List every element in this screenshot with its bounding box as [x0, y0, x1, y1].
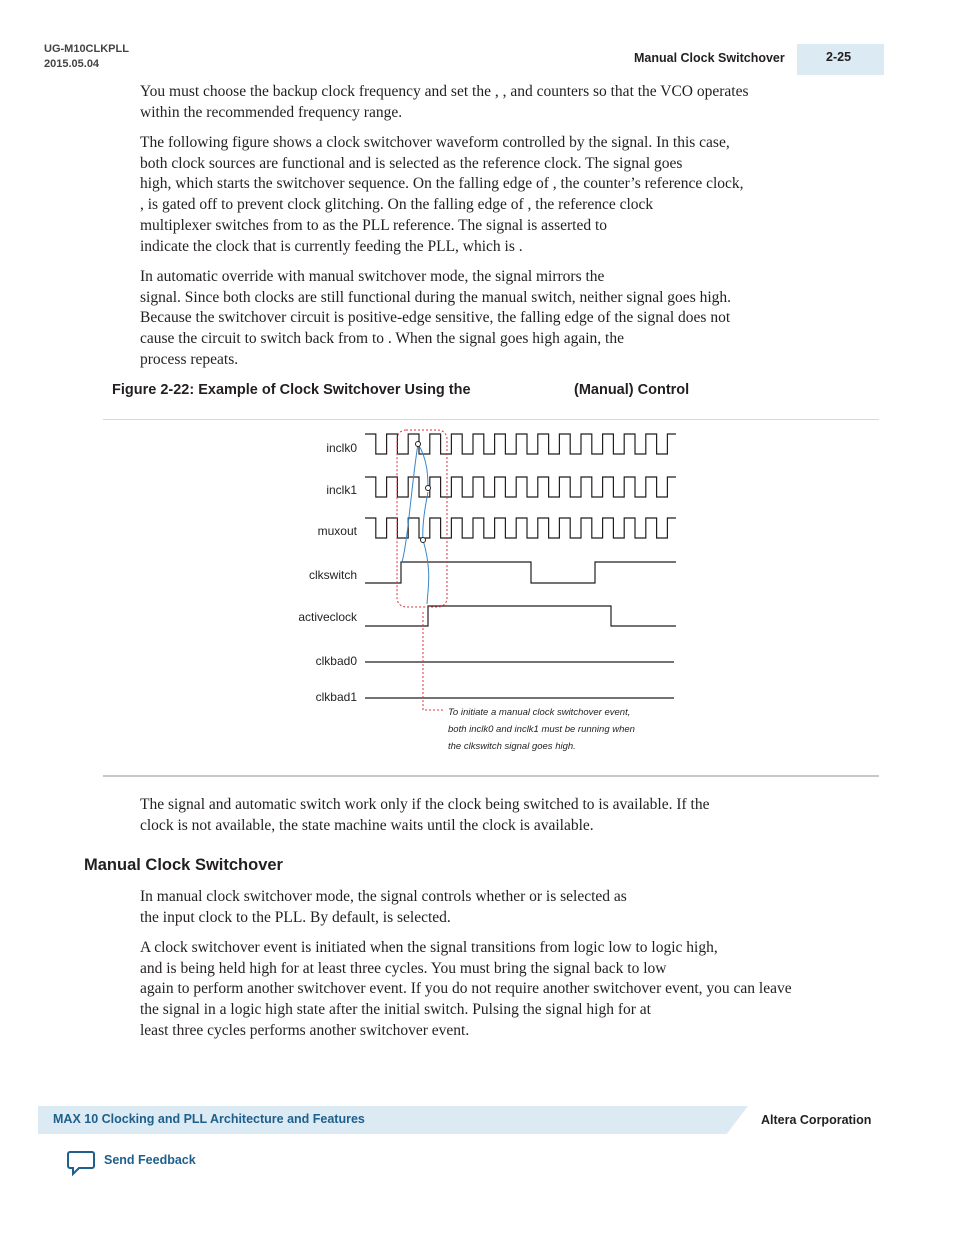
text-line: The signal and automatic switch work only if the clock being switched to is available. If the [140, 796, 710, 813]
paragraph-switch-availability [140, 795, 870, 836]
text-line: cause the circuit to switch back from to . When the signal goes high again, the [140, 330, 624, 348]
edge-marker-inclk1 [426, 486, 431, 491]
text-line: In manual clock switchover mode, the signal controls whether or is selected as [140, 888, 627, 905]
text-line: within the recommended frequency range. [140, 103, 403, 121]
footer-company-name: Altera Corporation [761, 1113, 872, 1127]
text-line: , is gated off to prevent clock glitching. On the falling edge of , the reference clock [140, 196, 654, 214]
paragraph-automatic-override [140, 267, 870, 371]
edge-marker-inclk0 [416, 442, 421, 447]
text-line: clock is not available, the state machine waits until the clock is available. [140, 816, 594, 834]
text-line: least three cycles performs another switchover event. [140, 1021, 470, 1039]
note-leader-line [423, 612, 443, 710]
text-line: again to perform another switchover event. If you do not require another switchover event, you can leave [140, 980, 792, 998]
text-line: A clock switchover event is initiated when the signal transitions from logic low to logic high, [140, 939, 718, 956]
text-line: and is being held high for at least three cycles. You must bring the signal back to low [140, 959, 667, 977]
muxout-trace [365, 518, 676, 538]
section-heading: Manual Clock Switchover [84, 856, 283, 874]
text-line: the input clock to the PLL. By default, is selected. [140, 908, 451, 926]
signal-label-clkbad0: clkbad0 [315, 654, 357, 668]
edge-marker-muxout [421, 538, 426, 543]
signal-label-inclk0: inclk0 [326, 441, 357, 455]
document-id-block [44, 42, 129, 72]
figure-note-line: To initiate a manual clock switchover event, [448, 707, 631, 718]
paragraph-switchover-event [140, 938, 870, 1042]
paragraph-waveform-description [140, 133, 870, 257]
text-line: signal. Since both clocks are still functional during the manual switch, neither signal goes high. [140, 288, 732, 306]
figure-bottom-divider [103, 775, 879, 777]
edge-arrow-muxout [423, 492, 428, 540]
paragraph-backup-frequency [140, 82, 870, 123]
edge-arrow-clkswitch [402, 444, 418, 562]
text-line: You must choose the backup clock frequency and set the , , and counters so that the VCO operates [140, 83, 749, 100]
header-section-title: Manual Clock Switchover [634, 51, 785, 65]
paragraph-manual-mode [140, 887, 870, 928]
text-line: high, which starts the switchover sequence. On the falling edge of , the counter’s reference clock, [140, 175, 744, 193]
text-line: the signal in a logic high state after the initial switch. Pulsing the signal high for at [140, 1001, 651, 1019]
inclk0-trace [365, 434, 676, 454]
activeclock-trace [365, 606, 676, 626]
signal-label-inclk1: inclk1 [326, 483, 357, 497]
feedback-speech-bubble-icon[interactable] [66, 1150, 96, 1177]
signal-label-activeclock: activeclock [298, 610, 357, 624]
clock-switchover-waveform [290, 420, 690, 760]
signal-label-muxout: muxout [317, 524, 357, 538]
text-line: multiplexer switches from to as the PLL reference. The signal is asserted to [140, 216, 608, 234]
figure-caption-prefix: Figure 2-22: Example of Clock Switchover Using the [112, 382, 471, 398]
text-line: both clock sources are functional and is selected as the reference clock. The signal goes [140, 154, 683, 172]
signal-label-clkswitch: clkswitch [308, 568, 357, 582]
signal-label-clkbad1: clkbad1 [315, 690, 357, 704]
text-line: process repeats. [140, 350, 239, 368]
clkswitch-trace [365, 562, 676, 583]
document-id: UG-M10CLKPLL [44, 43, 129, 55]
figure-note-line: both inclk0 and inclk1 must be running when [448, 724, 635, 735]
page-number: 2-25 [826, 50, 852, 64]
edge-arrow-activeclock [423, 540, 429, 604]
document-date: 2015.05.04 [44, 58, 100, 70]
figure-caption-suffix: (Manual) Control [574, 382, 690, 398]
text-line: The following figure shows a clock switchover waveform controlled by the signal. In this case, [140, 134, 730, 151]
text-line: Because the switchover circuit is positive-edge sensitive, the falling edge of the signal does not [140, 309, 731, 327]
send-feedback-link[interactable]: Send Feedback [104, 1153, 196, 1167]
text-line: indicate the clock that is currently feeding the PLL, which is . [140, 237, 523, 255]
figure-note-line: the clkswitch signal goes high. [448, 741, 576, 752]
text-line: In automatic override with manual switchover mode, the signal mirrors the [140, 268, 605, 285]
footer-document-title-link[interactable]: MAX 10 Clocking and PLL Architecture and Features [53, 1112, 365, 1126]
